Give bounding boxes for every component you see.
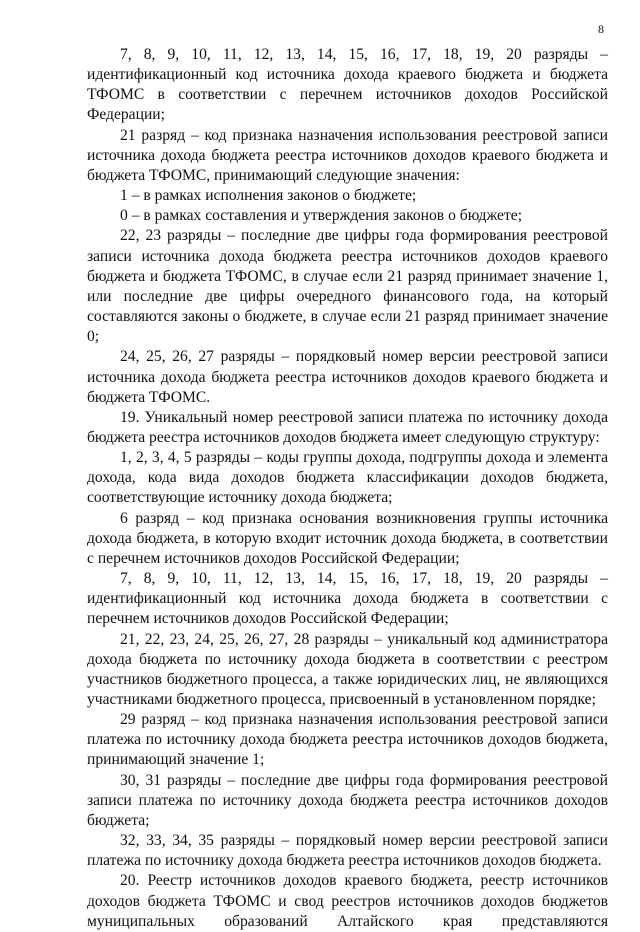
paragraph-digit-29: 29 разряд – код признака назначения использования реестровой записи платежа по источнику дохода бюджета реестра источников доходов бюджета, принимающий значение 1;	[87, 711, 608, 769]
paragraph-digits-22-23: 22, 23 разряды – последние две цифры года формирования реестровой записи источника дохода бюджета реестра источников доходов краевого бюджета и бюджета ТФОМС, в случае если 21 разряд принимает значение 1, или последние две цифры очередного финансового года, на который составляются законы о бюджете, в случае если 21 разряд принимает значение 0;	[87, 227, 608, 346]
paragraph-value-1: 1 – в рамках исполнения законов о бюджете;	[120, 187, 417, 205]
paragraph-digit-6: 6 разряд – код признака основания возникновения группы источника дохода бюджета, в которую входит источник дохода бюджета, в соответствии с перечнем источников доходов Российской Федерации;	[87, 509, 608, 567]
paragraph-value-0: 0 – в рамках составления и утверждения законов о бюджете;	[120, 207, 523, 225]
paragraph-digits-1-5: 1, 2, 3, 4, 5 разряды – коды группы дохода, подгруппы дохода и элемента дохода, кода вида доходов бюджета классификации доходов бюджета, соответствующие источнику дохода бюджета;	[87, 449, 608, 507]
paragraph-digits-30-31: 30, 31 разряды – последние две цифры года формирования реестровой записи платежа по источнику дохода бюджета реестра источников доходов бюджета;	[87, 771, 608, 829]
paragraph-section-20: 20. Реестр источников доходов краевого бюджета, реестр источников доходов бюджета ТФОМС и свод реестров источников доходов бюджетов муниципальных образований Алтайского края представляются	[87, 872, 608, 930]
paragraph-digits-7-20: 7, 8, 9, 10, 11, 12, 13, 14, 15, 16, 17, 18, 19, 20 разряды – идентификационный код источника дохода краевого бюджета и бюджета ТФОМС в соответствии с перечнем источников доходов Российской Федерации;	[87, 46, 608, 124]
paragraph-payment-digits-7-20: 7, 8, 9, 10, 11, 12, 13, 14, 15, 16, 17, 18, 19, 20 разряды – идентификационный код источника дохода бюджета в соответствии с перечнем источников доходов Российской Федерации;	[87, 570, 608, 628]
paragraph-digits-24-27: 24, 25, 26, 27 разряды – порядковый номер версии реестровой записи источника дохода бюджета реестра источников доходов краевого бюджета и бюджета ТФОМС.	[87, 348, 608, 406]
page-number: 8	[598, 22, 604, 36]
document-body	[87, 45, 608, 932]
paragraph-digit-21: 21 разряд – код признака назначения использования реестровой записи источника дохода бюджета реестра источников доходов краевого бюджета и бюджета ТФОМС, принимающий следующие значения:	[87, 126, 608, 184]
paragraph-digits-32-35: 32, 33, 34, 35 разряды – порядковый номер версии реестровой записи платежа по источнику дохода бюджета реестра источников доходов бюджета.	[87, 832, 608, 870]
paragraph-digits-21-28: 21, 22, 23, 24, 25, 26, 27, 28 разряды – уникальный код администратора дохода бюджета по источнику дохода бюджета в соответствии с реестром участников бюджетного процесса, а также юридических лиц, не являющихся участниками бюджетного процесса, присвоенный в установленном порядке;	[87, 630, 608, 708]
paragraph-section-19: 19. Уникальный номер реестровой записи платежа по источнику дохода бюджета реестра источников доходов бюджета имеет следующую структуру:	[87, 408, 608, 446]
